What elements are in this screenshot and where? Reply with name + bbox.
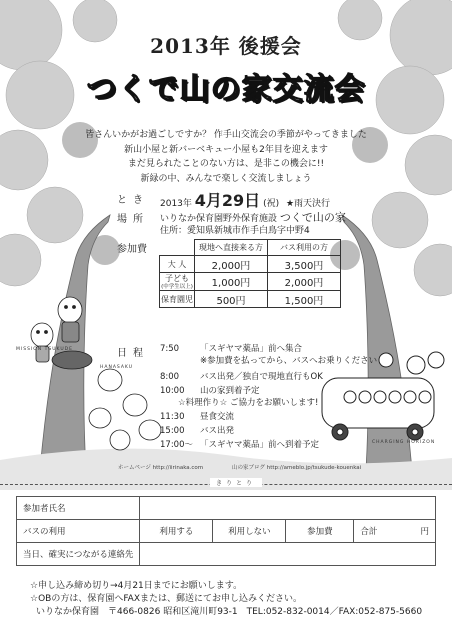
tree-caption-right: HANASAKU	[100, 365, 134, 370]
schedule-list	[160, 343, 377, 451]
fees-table	[159, 239, 341, 308]
intro-text	[60, 128, 392, 186]
venue-org: いりなか保育園野外保育施設	[160, 214, 278, 224]
venue-name: つくで山の家	[279, 211, 346, 224]
sub-title: 2013年 後援会	[150, 34, 302, 58]
date-weekday: (祝)	[263, 199, 280, 209]
schedule-item: 10:00 山の家到着予定	[160, 386, 260, 396]
contact-label: 当日、確実につながる連絡先	[17, 543, 140, 566]
main-title: つくで山の家交流会	[86, 72, 366, 107]
fee-label: 参加費	[286, 520, 354, 543]
fees-direct: 500円	[195, 291, 268, 308]
note-deadline: ☆申し込み締め切り→4月21日までにお願いします。	[30, 581, 243, 591]
fees-bus: 3,500円	[268, 256, 341, 273]
tree-caption-left: MISSION TSUKUDE	[16, 347, 73, 352]
bus-label: バスの利用	[17, 520, 140, 543]
fees-row-note: (中学生以上)	[161, 284, 193, 290]
fees-bus: 1,500円	[268, 291, 341, 308]
schedule-item: 11:30 昼食交流	[160, 412, 235, 422]
fees-direct: 1,000円	[195, 273, 268, 291]
intro-line: 新緑の中、みんなで楽しく交流しましょう	[140, 173, 312, 184]
cut-label: きりとり	[210, 478, 262, 487]
homepage-url: ホームページ http://iirinaka.com	[118, 465, 204, 471]
fees-bus: 2,000円	[268, 273, 341, 291]
total-label: 合計	[360, 527, 378, 537]
application-form	[16, 496, 436, 566]
schedule-label: 日程	[117, 348, 149, 359]
intro-line: 新山小屋と新バーベキュー小屋も2年目を迎えます	[124, 144, 328, 155]
rain-note: ★雨天決行	[285, 199, 331, 209]
intro-line: まだ見られたことのない方は、是非この機会に!!	[127, 159, 325, 169]
schedule-item: ☆料理作り☆ ご協力をお願いします!	[178, 398, 319, 408]
schedule-item: 7:50 「スギヤマ薬品」前へ集合	[160, 344, 303, 354]
total-field[interactable]	[354, 520, 436, 543]
name-field[interactable]	[140, 497, 436, 520]
note-ob: ☆OBの方は、保育園へFAXまたは、郵送にてお申し込みください。	[30, 594, 303, 604]
bus-caption: CHARGING HORIZON	[372, 440, 436, 445]
date-day: 4月29日	[194, 191, 261, 210]
contact-field[interactable]	[140, 543, 436, 566]
fees-label: 参加費	[117, 244, 147, 255]
when-label: とき	[117, 195, 149, 206]
event-date	[160, 188, 330, 211]
fees-header-bus: バス利用の方	[268, 240, 341, 256]
fees-row	[160, 256, 341, 273]
schedule-item: 8:00 バス出発／独自で現地直行もOK	[160, 372, 323, 382]
bus-yes-option[interactable]: 利用する	[140, 520, 213, 543]
fees-row-label: 子ども (中学生以上)	[161, 274, 193, 290]
bus-no-option[interactable]: 利用しない	[213, 520, 286, 543]
place-label: 場所	[117, 214, 149, 225]
fees-row-label: 保育園児	[160, 291, 195, 308]
schedule-item: ※参加費を払ってから、バスへお乗りください	[200, 356, 378, 366]
yen-unit: 円	[420, 527, 429, 537]
fees-row	[160, 273, 341, 291]
venue-address: 住所：愛知県新城市作手白鳥字中野4	[160, 226, 310, 236]
intro-line: 皆さんいかがお過ごしですか？ 作手山交流会の季節がやってきました	[85, 130, 367, 140]
note-contact: いりなか保育園 〒466-0826 昭和区滝川町93-1 TEL:052-832-0014／FAX:052-875-5660	[36, 607, 423, 617]
name-label: 参加者氏名	[17, 497, 140, 520]
fees-row-label: 大 人	[160, 256, 195, 273]
fees-direct: 2,000円	[195, 256, 268, 273]
fees-row	[160, 291, 341, 308]
schedule-item: 17:00～ 「スギヤマ薬品」前へ到着予定	[160, 440, 320, 450]
schedule-item: 15:00 バス出発	[160, 426, 235, 436]
notes	[30, 580, 422, 619]
fees-header-direct: 現地へ直接来る方	[195, 240, 268, 256]
date-year: 2013年	[160, 199, 192, 209]
blog-url: 山の家ブログ http://ameblo.jp/tsukude-kouenkai	[232, 465, 362, 471]
